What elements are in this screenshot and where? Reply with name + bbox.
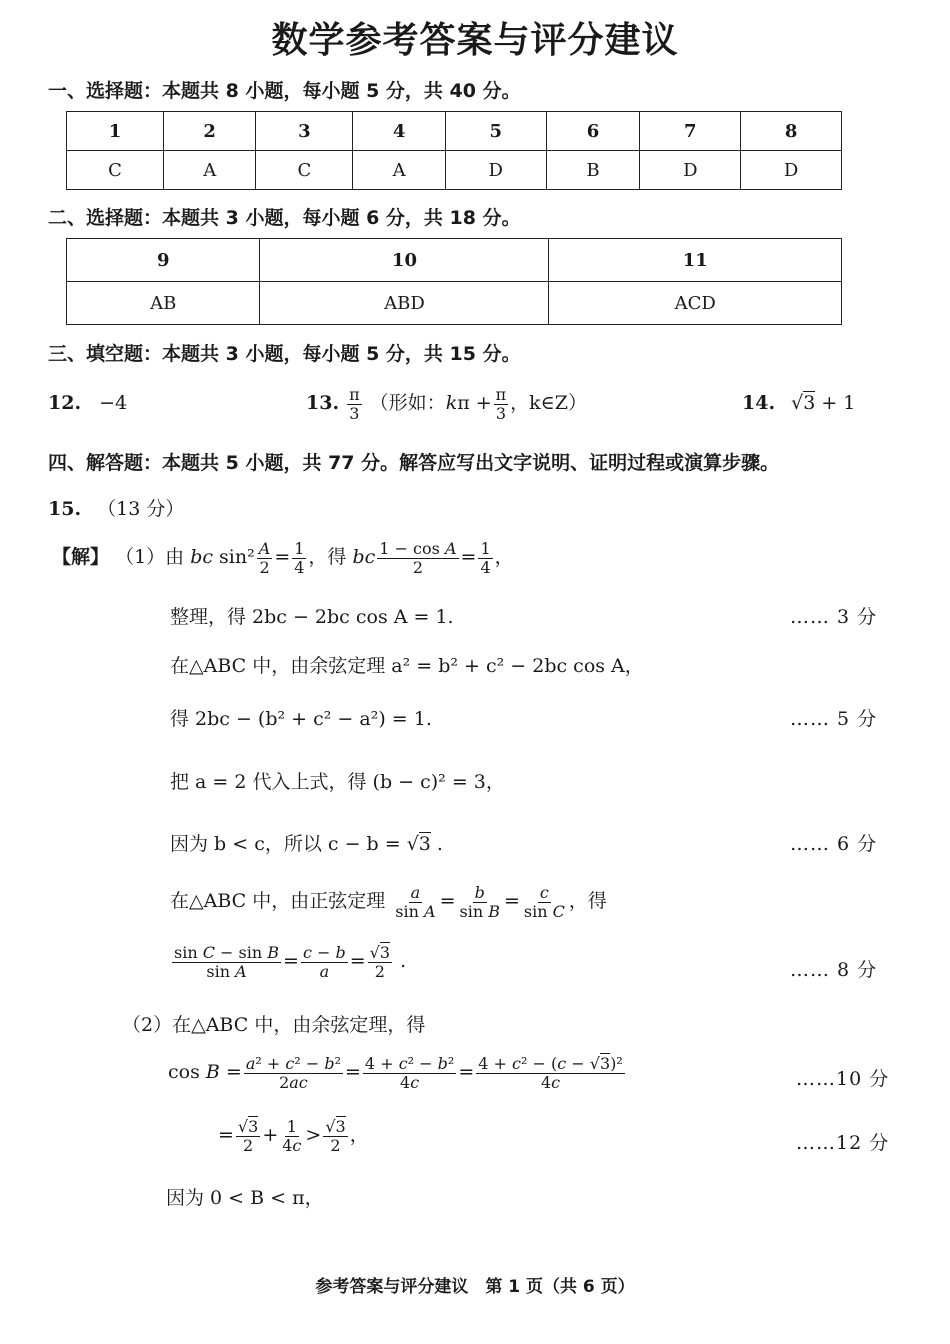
solution-line-8: $\frac{\text{sin C − sin B}}{\text{sin A}}$ = $\frac{c - b}{a}$ = $\frac{√3}{2}$ . bbox=[174, 943, 407, 981]
q13-label: 13. bbox=[306, 392, 340, 415]
answer-cell: A bbox=[163, 151, 255, 190]
answer-cell: AB bbox=[67, 282, 260, 325]
solution-line-6: 因为 b < c，所以 c − b = √3 . bbox=[170, 833, 443, 855]
solution-line-ineq: = $\frac{√3}{2}$ + $\frac{1}{4c}$ > $\frac{√3}{2}$ ， bbox=[218, 1117, 369, 1155]
line7-prefix: 在△ABC 中，由正弦定理 bbox=[170, 890, 386, 913]
get-text: ，得 bbox=[308, 546, 347, 569]
q15-points: （13 分） bbox=[97, 498, 185, 520]
choice-table-2 bbox=[66, 238, 842, 325]
score-12: ……12 分 bbox=[796, 1132, 890, 1154]
answer-14: 14. √3 + 1 bbox=[742, 392, 856, 414]
question-number: 1 bbox=[67, 112, 164, 151]
question-number: 8 bbox=[741, 112, 842, 151]
line7-suffix: ，得 bbox=[568, 890, 607, 913]
question-number: 4 bbox=[353, 112, 445, 151]
answer-cell: B bbox=[546, 151, 640, 190]
q15-header bbox=[48, 494, 184, 521]
q14-label: 14. bbox=[742, 392, 776, 414]
answer-cell: D bbox=[640, 151, 741, 190]
section4-heading: 四、解答题：本题共 5 小题，共 77 分。解答应写出文字说明、证明过程或演算步骤。 bbox=[48, 452, 780, 474]
answer-13: 13. $\frac{\pi}{3}$ （形如：kπ + $\frac{\pi}{3}$ ，k∈Z） bbox=[306, 385, 587, 423]
answer-cell: C bbox=[256, 151, 353, 190]
solution-line-7: 在△ABC 中，由正弦定理 $\frac{a}{\text{sin A}}$ = $\frac{b}{\text{sin B}}$ = $\frac{c}{\text{sin C}}$ ，得 bbox=[170, 883, 607, 921]
solution-line-2: 整理，得 2bc − 2bc cos A = 1. bbox=[170, 606, 454, 628]
answer-cell: C bbox=[67, 151, 164, 190]
section2-heading: 二、选择题：本题共 3 小题，每小题 6 分，共 18 分。 bbox=[48, 207, 521, 229]
solution-line-cosB: cos B = $\frac{\text{a² + c² − b²}}{2ac}$ = $\frac{\text{4 + c² − b²}}{4c}$ = $\frac{\text{4 + c² − (c − √3)²}}{4c}$ bbox=[168, 1054, 623, 1092]
q12-answer: −4 bbox=[99, 392, 128, 414]
q15-label: 15. bbox=[48, 498, 82, 520]
score-10: ……10 分 bbox=[796, 1068, 890, 1090]
answer-cell: ACD bbox=[549, 282, 842, 325]
page-footer: 参考答案与评分建议 第 1 页（共 6 页） bbox=[315, 1277, 635, 1297]
line6-text: 因为 b < c，所以 c − b = bbox=[170, 833, 407, 855]
answer-12 bbox=[48, 392, 127, 414]
question-number: 6 bbox=[546, 112, 640, 151]
q13-note-suffix: ，k∈Z） bbox=[510, 392, 587, 415]
question-number: 5 bbox=[445, 112, 546, 151]
page-title: 数学参考答案与评分建议 bbox=[271, 20, 679, 61]
solution-line-1: 【解】 （1）由 bc sin² $\frac{A}{2}$ = $\frac{1}{4}$ ，得 bc $\frac{\text{1 − cos A}}{2}$ = $\frac{1}{4}$ ， bbox=[52, 539, 514, 577]
solution-line-5: 把 a = 2 代入上式，得 (b − c)² = 3， bbox=[170, 771, 505, 793]
q12-label: 12. bbox=[48, 392, 82, 414]
score-8: …… 8 分 bbox=[790, 959, 878, 981]
answer-cell: D bbox=[741, 151, 842, 190]
question-number: 9 bbox=[67, 239, 260, 282]
choice-table-1 bbox=[66, 111, 842, 190]
q13-note-prefix: （形如： bbox=[369, 392, 446, 415]
solution-line-4: 得 2bc − (b² + c² − a²) = 1. bbox=[170, 708, 432, 730]
question-number: 3 bbox=[256, 112, 353, 151]
question-number: 10 bbox=[260, 239, 549, 282]
answer-cell: D bbox=[445, 151, 546, 190]
part2-line: （2）在△ABC 中，由余弦定理，得 bbox=[122, 1014, 426, 1036]
answer-cell: A bbox=[353, 151, 445, 190]
section1-heading: 一、选择题：本题共 8 小题，每小题 5 分，共 40 分。 bbox=[48, 80, 521, 102]
question-number: 11 bbox=[549, 239, 842, 282]
score-5: …… 5 分 bbox=[790, 708, 878, 730]
question-number: 7 bbox=[640, 112, 741, 151]
section3-heading: 三、填空题：本题共 3 小题，每小题 5 分，共 15 分。 bbox=[48, 343, 521, 365]
question-number: 2 bbox=[163, 112, 255, 151]
solution-line-3: 在△ABC 中，由余弦定理 a² = b² + c² − 2bc cos A， bbox=[170, 655, 644, 677]
score-3: …… 3 分 bbox=[790, 606, 878, 628]
answer-cell: ABD bbox=[260, 282, 549, 325]
solution-line-last: 因为 0 < B < π， bbox=[166, 1187, 324, 1209]
part1-label: （1）由 bbox=[115, 546, 185, 569]
solution-tag: 【解】 bbox=[52, 546, 110, 569]
score-6: …… 6 分 bbox=[790, 833, 878, 855]
